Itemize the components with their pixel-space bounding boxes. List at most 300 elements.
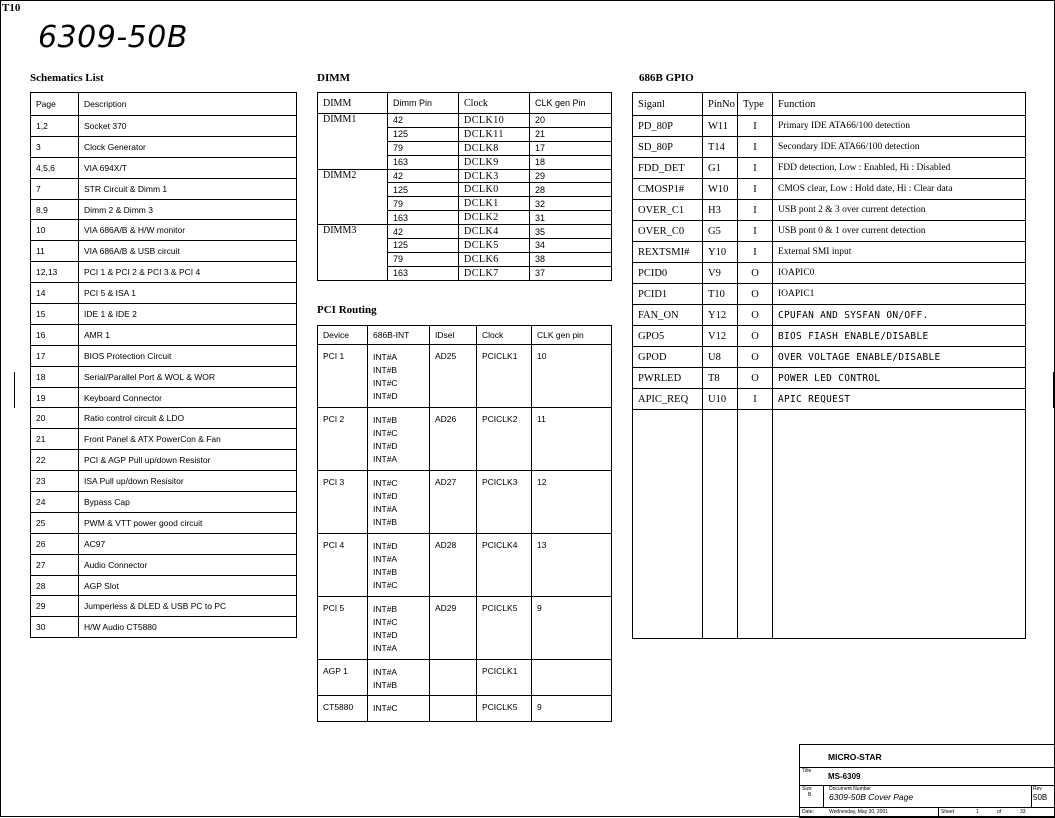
gpio-row (633, 284, 1026, 305)
gpio-function-cell: IOAPIC0 (773, 263, 1026, 284)
pci-int-cell (368, 345, 430, 408)
gpio-type-cell: I (738, 389, 773, 410)
pci-row (318, 408, 612, 471)
gpio-type-cell: I (738, 137, 773, 158)
schematics-description-cell: Keyboard Connector (79, 387, 297, 408)
dimm-clock-cell: DCLK3 (459, 169, 530, 183)
gpio-function-cell: CMOS clear, Low : Hold date, Hi : Clear data (773, 179, 1026, 200)
schematics-page-cell: 22 (31, 450, 79, 471)
gpio-pin-cell: V12 (703, 326, 738, 347)
schematics-header-cell: Description (79, 93, 297, 116)
gpio-pin-cell: V9 (703, 263, 738, 284)
document-number-label: Document Number (829, 786, 871, 792)
gpio-empty-cell (703, 410, 738, 639)
pci-int-line: INT#B (373, 567, 398, 577)
sheet-label: Sheet (941, 809, 955, 815)
sheet-number: 1 (976, 809, 979, 815)
corner-label: T10 (2, 2, 21, 14)
schematics-row (31, 157, 297, 178)
pci-row (318, 696, 612, 722)
dimm-clock-cell: DCLK5 (459, 239, 530, 253)
gpio-pin-cell: T14 (703, 137, 738, 158)
gpio-pin-cell: T8 (703, 368, 738, 389)
dimm-clkgen-pin-cell: 21 (530, 127, 612, 141)
schematics-page-cell: 11 (31, 241, 79, 262)
schematics-row (31, 262, 297, 283)
gpio-row (633, 137, 1026, 158)
schematics-description-cell: PWM & VTT power good circuit (79, 512, 297, 533)
pci-idsel-cell: AD25 (430, 345, 477, 408)
gpio-row (633, 347, 1026, 368)
pci-device-cell: PCI 1 (318, 345, 368, 408)
gpio-type-cell: I (738, 179, 773, 200)
schematics-description-cell: AC97 (79, 533, 297, 554)
gpio-pin-cell: T10 (703, 284, 738, 305)
gpio-row (633, 179, 1026, 200)
pci-device-cell: PCI 5 (318, 597, 368, 660)
schematics-description-cell: IDE 1 & IDE 2 (79, 304, 297, 325)
pci-clock-cell: PCICLK1 (477, 345, 532, 408)
dimm-pin-cell: 79 (388, 141, 459, 155)
gpio-type-cell: O (738, 284, 773, 305)
frame-tick-right (1053, 372, 1054, 408)
pci-int-line: INT#A (373, 554, 398, 564)
pci-idsel-cell: AD26 (430, 408, 477, 471)
schematics-row (31, 533, 297, 554)
gpio-function-cell: POWER LED CONTROL (773, 368, 1026, 389)
of-label: of (997, 809, 1002, 815)
gpio-empty-row (633, 410, 1026, 639)
pci-device-cell: CT5880 (318, 696, 368, 722)
gpio-signal-cell: APIC_REQ (633, 389, 703, 410)
pci-int-line: INT#D (373, 491, 398, 501)
gpio-signal-cell: CMOSP1# (633, 179, 703, 200)
gpio-signal-cell: OVER_C1 (633, 200, 703, 221)
schematics-description-cell: Socket 370 (79, 116, 297, 137)
gpio-function-cell: BIOS FIASH ENABLE/DISABLE (773, 326, 1026, 347)
dimm-header-cell: Dimm Pin (388, 93, 459, 114)
pci-clkgen-pin-cell: 12 (532, 471, 612, 534)
gpio-pin-cell: U8 (703, 347, 738, 368)
pci-clock-cell: PCICLK2 (477, 408, 532, 471)
schematics-row (31, 283, 297, 304)
schematics-page-cell: 7 (31, 178, 79, 199)
schematics-page-cell: 26 (31, 533, 79, 554)
gpio-type-cell: I (738, 158, 773, 179)
schematics-page-cell: 12,13 (31, 262, 79, 283)
schematics-row (31, 199, 297, 220)
gpio-signal-cell: REXTSMI# (633, 242, 703, 263)
gpio-function-cell: CPUFAN AND SYSFAN ON/OFF. (773, 305, 1026, 326)
pci-int-line: INT#D (373, 630, 398, 640)
dimm-row (318, 114, 612, 128)
gpio-pin-cell: W11 (703, 116, 738, 137)
dimm-pin-cell: 125 (388, 239, 459, 253)
dimm-row (318, 225, 612, 239)
document-number-value: 6309-50B Cover Page (829, 792, 914, 802)
schematics-description-cell: ISA Pull up/down Resisitor (79, 471, 297, 492)
pci-clock-cell: PCICLK4 (477, 534, 532, 597)
gpio-function-cell: USB pont 2 & 3 over current detection (773, 200, 1026, 221)
pci-clkgen-pin-cell: 11 (532, 408, 612, 471)
dimm-name-cell: DIMM3 (318, 225, 388, 281)
pci-header-row (318, 326, 612, 345)
dimm-pin-cell: 125 (388, 183, 459, 197)
gpio-pin-cell: U10 (703, 389, 738, 410)
schematics-page-cell: 17 (31, 345, 79, 366)
dimm-pin-cell: 42 (388, 225, 459, 239)
schematics-page-cell: 1,2 (31, 116, 79, 137)
title-value: MS-6309 (828, 772, 861, 781)
pci-row (318, 660, 612, 696)
schematics-description-cell: H/W Audio CT5880 (79, 617, 297, 638)
pci-row (318, 534, 612, 597)
company-name: MICRO-STAR (828, 752, 882, 762)
schematics-page-cell: 3 (31, 136, 79, 157)
rev-value: 50B (1033, 793, 1048, 802)
schematics-row (31, 241, 297, 262)
gpio-row (633, 368, 1026, 389)
gpio-title: 686B GPIO (639, 72, 694, 84)
gpio-pin-cell: G5 (703, 221, 738, 242)
gpio-signal-cell: PD_80P (633, 116, 703, 137)
pci-header-cell: IDsel (430, 326, 477, 345)
pci-int-line: INT#A (373, 454, 398, 464)
gpio-signal-cell: GPO5 (633, 326, 703, 347)
gpio-header-cell: PinNo (703, 93, 738, 116)
dimm-clkgen-pin-cell: 37 (530, 266, 612, 280)
schematics-row (31, 324, 297, 345)
gpio-row (633, 389, 1026, 410)
schematics-page-cell: 30 (31, 617, 79, 638)
gpio-header-cell: Siganl (633, 93, 703, 116)
pci-routing-title: PCI Routing (317, 304, 377, 316)
gpio-type-cell: O (738, 368, 773, 389)
board-title: 6309-50B (38, 20, 188, 55)
pci-idsel-cell (430, 696, 477, 722)
gpio-pin-cell: W10 (703, 179, 738, 200)
schematics-description-cell: VIA 686A/B & H/W monitor (79, 220, 297, 241)
schematics-description-cell: STR Circuit & Dimm 1 (79, 178, 297, 199)
gpio-row (633, 116, 1026, 137)
dimm-clkgen-pin-cell: 35 (530, 225, 612, 239)
gpio-function-cell: USB pont 0 & 1 over current detection (773, 221, 1026, 242)
schematics-page-cell: 18 (31, 366, 79, 387)
pci-int-line: INT#D (373, 391, 398, 401)
schematics-description-cell: BIOS Protection Circuit (79, 345, 297, 366)
pci-device-cell: PCI 2 (318, 408, 368, 471)
gpio-row (633, 305, 1026, 326)
dimm-name-cell: DIMM1 (318, 114, 388, 170)
dimm-clock-cell: DCLK7 (459, 266, 530, 280)
schematics-description-cell: Clock Generator (79, 136, 297, 157)
dimm-table (317, 92, 612, 281)
gpio-row (633, 221, 1026, 242)
pci-int-line: INT#D (373, 441, 398, 451)
pci-device-cell: PCI 4 (318, 534, 368, 597)
schematics-description-cell: Serial/Parallel Port & WOL & WOR (79, 366, 297, 387)
pci-int-line: INT#C (373, 378, 398, 388)
gpio-empty-cell (738, 410, 773, 639)
pci-int-line: INT#B (373, 517, 398, 527)
schematics-description-cell: VIA 686A/B & USB circuit (79, 241, 297, 262)
schematics-row (31, 450, 297, 471)
dimm-clock-cell: DCLK0 (459, 183, 530, 197)
pci-int-line: INT#B (373, 680, 398, 690)
pci-int-line: INT#C (373, 703, 398, 713)
schematics-row (31, 387, 297, 408)
schematics-description-cell: Jumperless & DLED & USB PC to PC (79, 596, 297, 617)
pci-int-line: INT#B (373, 604, 398, 614)
gpio-pin-cell: H3 (703, 200, 738, 221)
pci-int-line: INT#A (373, 504, 398, 514)
dimm-pin-cell: 125 (388, 127, 459, 141)
schematics-row (31, 220, 297, 241)
pci-header-cell: CLK gen pin (532, 326, 612, 345)
gpio-type-cell: I (738, 200, 773, 221)
gpio-signal-cell: OVER_C0 (633, 221, 703, 242)
pci-device-cell: PCI 3 (318, 471, 368, 534)
gpio-pin-cell: Y10 (703, 242, 738, 263)
gpio-function-cell: External SMI input (773, 242, 1026, 263)
pci-int-line: INT#A (373, 667, 398, 677)
pci-idsel-cell (430, 660, 477, 696)
gpio-function-cell: Primary IDE ATA66/100 detection (773, 116, 1026, 137)
pci-idsel-cell: AD29 (430, 597, 477, 660)
dimm-clock-cell: DCLK10 (459, 114, 530, 128)
schematics-description-cell: Dimm 2 & Dimm 3 (79, 199, 297, 220)
gpio-empty-cell (773, 410, 1026, 639)
pci-header-cell: Device (318, 326, 368, 345)
gpio-type-cell: O (738, 305, 773, 326)
pci-int-line: INT#A (373, 352, 398, 362)
gpio-row (633, 326, 1026, 347)
sheet-total: 33 (1020, 809, 1026, 815)
gpio-header-cell: Type (738, 93, 773, 116)
schematics-page-cell: 4,5,6 (31, 157, 79, 178)
schematics-header-row (31, 93, 297, 116)
gpio-header-row (633, 93, 1026, 116)
pci-int-line: INT#A (373, 643, 398, 653)
dimm-clkgen-pin-cell: 20 (530, 114, 612, 128)
schematics-row (31, 304, 297, 325)
dimm-header-cell: DIMM (318, 93, 388, 114)
gpio-type-cell: I (738, 221, 773, 242)
pci-header-cell: Clock (477, 326, 532, 345)
schematics-page-cell: 10 (31, 220, 79, 241)
dimm-pin-cell: 163 (388, 155, 459, 169)
schematics-description-cell: AMR 1 (79, 324, 297, 345)
gpio-function-cell: APIC REQUEST (773, 389, 1026, 410)
schematics-row (31, 429, 297, 450)
dimm-clkgen-pin-cell: 28 (530, 183, 612, 197)
schematics-list-table (30, 92, 297, 638)
schematics-list-title: Schematics List (30, 72, 104, 84)
dimm-clock-cell: DCLK6 (459, 252, 530, 266)
gpio-row (633, 263, 1026, 284)
gpio-signal-cell: FDD_DET (633, 158, 703, 179)
schematics-page-cell: 23 (31, 471, 79, 492)
schematics-description-cell: Audio Connector (79, 554, 297, 575)
pci-int-line: INT#C (373, 478, 398, 488)
date-label: Date: (802, 809, 814, 815)
gpio-pin-cell: Y12 (703, 305, 738, 326)
schematics-row (31, 178, 297, 199)
dimm-clkgen-pin-cell: 34 (530, 239, 612, 253)
gpio-type-cell: O (738, 326, 773, 347)
gpio-function-cell: OVER VOLTAGE ENABLE/DISABLE (773, 347, 1026, 368)
dimm-clock-cell: DCLK9 (459, 155, 530, 169)
gpio-type-cell: O (738, 263, 773, 284)
schematics-page-cell: 14 (31, 283, 79, 304)
dimm-title: DIMM (317, 72, 350, 84)
dimm-clock-cell: DCLK4 (459, 225, 530, 239)
pci-routing-table (317, 325, 612, 722)
schematics-page-cell: 28 (31, 575, 79, 596)
schematics-page-cell: 8,9 (31, 199, 79, 220)
schematics-description-cell: Bypass Cap (79, 492, 297, 513)
gpio-empty-cell (633, 410, 703, 639)
schematics-row (31, 596, 297, 617)
pci-header-cell: 686B-INT (368, 326, 430, 345)
gpio-signal-cell: SD_80P (633, 137, 703, 158)
schematics-row (31, 471, 297, 492)
rev-label: Rev (1033, 786, 1042, 792)
pci-row (318, 471, 612, 534)
pci-clock-cell: PCICLK3 (477, 471, 532, 534)
pci-int-line: INT#C (373, 617, 398, 627)
gpio-function-cell: FDD detection, Low : Enabled, Hi : Disabled (773, 158, 1026, 179)
dimm-clkgen-pin-cell: 18 (530, 155, 612, 169)
dimm-pin-cell: 79 (388, 252, 459, 266)
pci-int-line: INT#B (373, 415, 398, 425)
pci-int-line: INT#C (373, 580, 398, 590)
pci-clock-cell: PCICLK5 (477, 696, 532, 722)
schematics-page-cell: 19 (31, 387, 79, 408)
schematics-page-cell: 25 (31, 512, 79, 533)
schematics-description-cell: PCI 5 & ISA 1 (79, 283, 297, 304)
schematics-row (31, 345, 297, 366)
schematics-description-cell: Ratio control circuit & LDO (79, 408, 297, 429)
dimm-header-cell: CLK gen Pin (530, 93, 612, 114)
dimm-pin-cell: 79 (388, 197, 459, 211)
dimm-clkgen-pin-cell: 29 (530, 169, 612, 183)
gpio-type-cell: I (738, 242, 773, 263)
size-value: B (808, 792, 812, 798)
gpio-row (633, 158, 1026, 179)
gpio-pin-cell: G1 (703, 158, 738, 179)
schematics-description-cell: AGP Slot (79, 575, 297, 596)
dimm-clock-cell: DCLK8 (459, 141, 530, 155)
schematics-page-cell: 29 (31, 596, 79, 617)
pci-clock-cell: PCICLK5 (477, 597, 532, 660)
gpio-type-cell: O (738, 347, 773, 368)
pci-clkgen-pin-cell: 9 (532, 597, 612, 660)
dimm-row (318, 169, 612, 183)
schematics-row (31, 366, 297, 387)
date-value: Wednesday, May 30, 2001 (829, 809, 889, 815)
schematics-row (31, 492, 297, 513)
pci-int-cell (368, 534, 430, 597)
pci-row (318, 597, 612, 660)
schematics-description-cell: PCI & AGP Pull up/down Resistor (79, 450, 297, 471)
gpio-signal-cell: PCID1 (633, 284, 703, 305)
gpio-signal-cell: PCID0 (633, 263, 703, 284)
schematics-row (31, 116, 297, 137)
gpio-function-cell: IOAPIC1 (773, 284, 1026, 305)
schematics-page-cell: 21 (31, 429, 79, 450)
schematics-row (31, 575, 297, 596)
schematics-page-cell: 20 (31, 408, 79, 429)
pci-idsel-cell: AD28 (430, 534, 477, 597)
schematics-row (31, 136, 297, 157)
title-block (799, 744, 1055, 818)
pci-int-cell (368, 660, 430, 696)
dimm-name-cell: DIMM2 (318, 169, 388, 225)
pci-clkgen-pin-cell: 10 (532, 345, 612, 408)
schematics-header-cell: Page (31, 93, 79, 116)
pci-int-line: INT#D (373, 541, 398, 551)
schematics-row (31, 512, 297, 533)
dimm-clkgen-pin-cell: 31 (530, 211, 612, 225)
pci-clkgen-pin-cell (532, 660, 612, 696)
gpio-signal-cell: PWRLED (633, 368, 703, 389)
dimm-clock-cell: DCLK1 (459, 197, 530, 211)
schematics-description-cell: Front Panel & ATX PowerCon & Fan (79, 429, 297, 450)
schematics-page-cell: 24 (31, 492, 79, 513)
size-label: Size (802, 786, 812, 792)
gpio-signal-cell: FAN_ON (633, 305, 703, 326)
schematics-page-cell: 16 (31, 324, 79, 345)
title-label: Title (802, 768, 812, 774)
dimm-clock-cell: DCLK11 (459, 127, 530, 141)
dimm-pin-cell: 42 (388, 114, 459, 128)
pci-int-line: INT#C (373, 428, 398, 438)
pci-int-cell (368, 696, 430, 722)
pci-int-cell (368, 471, 430, 534)
schematics-row (31, 617, 297, 638)
pci-int-cell (368, 408, 430, 471)
schematics-page-cell: 27 (31, 554, 79, 575)
pci-int-line: INT#B (373, 365, 398, 375)
gpio-header-cell: Function (773, 93, 1026, 116)
pci-clkgen-pin-cell: 13 (532, 534, 612, 597)
schematics-row (31, 408, 297, 429)
gpio-row (633, 200, 1026, 221)
schematics-description-cell: VIA 694X/T (79, 157, 297, 178)
pci-idsel-cell: AD27 (430, 471, 477, 534)
dimm-pin-cell: 42 (388, 169, 459, 183)
pci-clkgen-pin-cell: 9 (532, 696, 612, 722)
dimm-clock-cell: DCLK2 (459, 211, 530, 225)
dimm-clkgen-pin-cell: 17 (530, 141, 612, 155)
pci-row (318, 345, 612, 408)
dimm-clkgen-pin-cell: 32 (530, 197, 612, 211)
gpio-row (633, 242, 1026, 263)
schematics-page-cell: 15 (31, 304, 79, 325)
gpio-signal-cell: GPOD (633, 347, 703, 368)
dimm-pin-cell: 163 (388, 266, 459, 280)
dimm-clkgen-pin-cell: 38 (530, 252, 612, 266)
dimm-header-row (318, 93, 612, 114)
pci-clock-cell: PCICLK1 (477, 660, 532, 696)
dimm-pin-cell: 163 (388, 211, 459, 225)
frame-tick-left (14, 372, 15, 408)
gpio-type-cell: I (738, 116, 773, 137)
gpio-function-cell: Secondary IDE ATA66/100 detection (773, 137, 1026, 158)
gpio-table (632, 92, 1026, 639)
schematics-description-cell: PCI 1 & PCI 2 & PCI 3 & PCI 4 (79, 262, 297, 283)
